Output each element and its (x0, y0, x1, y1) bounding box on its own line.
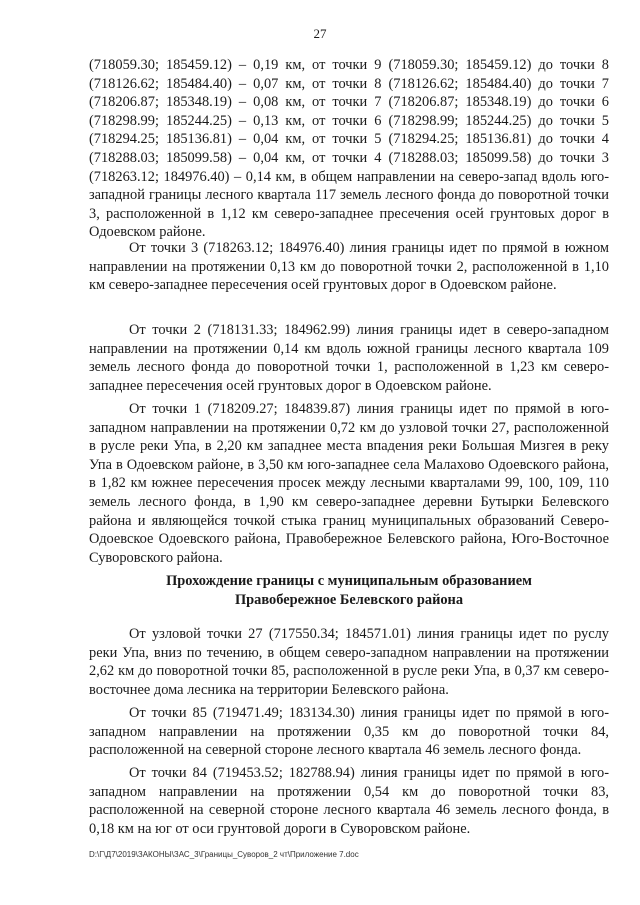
page-number: 27 (313, 26, 327, 41)
paragraph-point-2 (89, 321, 609, 395)
section-heading-line-2: Правобережное Белевского района (234, 591, 464, 608)
paragraph-points-9-to-3 (89, 56, 609, 242)
section-heading (89, 572, 609, 609)
paragraph-text: (718059.30; 185459.12) – 0,19 км, от точки 9 (718059.30; 185459.12) до точки 8 (718126.62; 185484.40) – 0,07 км, от точки 8 (718126.62; 185484.40) до точки 7 (718206.87; 185348.19) – 0,08 км, от точки 7 (718206.87; 185348.19) до точки 6 (718298.99; 185244.25) – 0,13 км, от точки 6 (718298.99; 185244.25) до точки 5 (718294.25; 185136.81) – 0,04 км, от точки 5 (718294.25; 185136.81) до точки 4 (718288.03; 185099.58) – 0,04 км, от точки 4 (718288.03; 185099.58) до точки 3 (718263.12; 184976.40) – 0,14 км, в общем направлении на северо-запад вдоль юго-западной границы лесного квартала 117 земель лесного фонда до поворотной точки 3, расположенной в 1,12 км северо-западнее пресечения осей грунтовых дорог в Одоевском районе. (89, 57, 609, 241)
paragraph-text: От точки 84 (719453.52; 182788.94) линия границы идет по прямой в юго-западном направлении на протяжении 0,54 км до поворотной точки 83, расположенной на северной стороне лесного квартала 46 земель лесного фонда, в 0,18 км на юг от оси грунтовой дороги в Суворовском районе. (89, 765, 609, 837)
paragraph-point-1 (89, 400, 609, 567)
paragraph-text: От точки 85 (719471.49; 183134.30) линия границы идет по прямой в юго-западном направлении на протяжении 0,35 км до поворотной точки 84, расположенной на северной стороне лесного квартала 46 земель лесного фонда. (89, 705, 609, 759)
paragraph-text: От точки 2 (718131.33; 184962.99) линия границы идет в северо-западном направлении на протяжении 0,14 км вдоль южной границы лесного квартала 109 земель лесного фонда до поворотной точки 1, расположенной в 1,23 км северо-западнее пересечения осей грунтовых дорог в Одоевском районе. (89, 322, 609, 394)
paragraph-text: От точки 3 (718263.12; 184976.40) линия границы идет по прямой в южном направлении на протяжении 0,13 км до поворотной точки 2, расположенной в 1,10 км северо-западнее пересечения осей грунтовых дорог в Одоевском районе. (89, 240, 609, 294)
file-path-footer: D:\Г\Д7\2019\ЗАКОНЫ\ЗАС_3\Границы_Суворов_2 чт\Приложение 7.doc (89, 850, 359, 859)
section-heading-line-1: Прохождение границы с муниципальным образованием (166, 573, 532, 589)
paragraph-text: От узловой точки 27 (717550.34; 184571.01) линия границы идет по руслу реки Упа, вниз по течению, в общем северо-западном направлении на протяжении 2,62 км до поворотной точки 85, расположенной в русле реки Упа, в 0,37 км северо-восточнее дома лесника на территории Белевского района. (89, 626, 609, 698)
paragraph-point-3 (89, 239, 609, 295)
paragraph-point-85 (89, 704, 609, 760)
paragraph-point-84 (89, 764, 609, 838)
paragraph-point-27 (89, 625, 609, 699)
paragraph-text: От точки 1 (718209.27; 184839.87) линия границы идет по прямой в юго-западном направлении на протяжении 0,72 км до узловой точки 27, расположенной в русле реки Упа, в 2,20 км западнее места впадения реки Большая Мизгея в реку Упа в Одоевском районе, в 3,50 км юго-западнее села Малахово Одоевского района, в 1,82 км южнее пересечения просек между лесными кварталами 99, 100, 109, 110 земель лесного фонда, в 1,90 км северо-западнее деревни Бутырки Белевского района и являющейся точкой стыка границ муниципальных образований Северо-Одоевское Одоевского района, Правобережное Белевского района, Юго-Восточное Суворовского района. (89, 401, 609, 566)
